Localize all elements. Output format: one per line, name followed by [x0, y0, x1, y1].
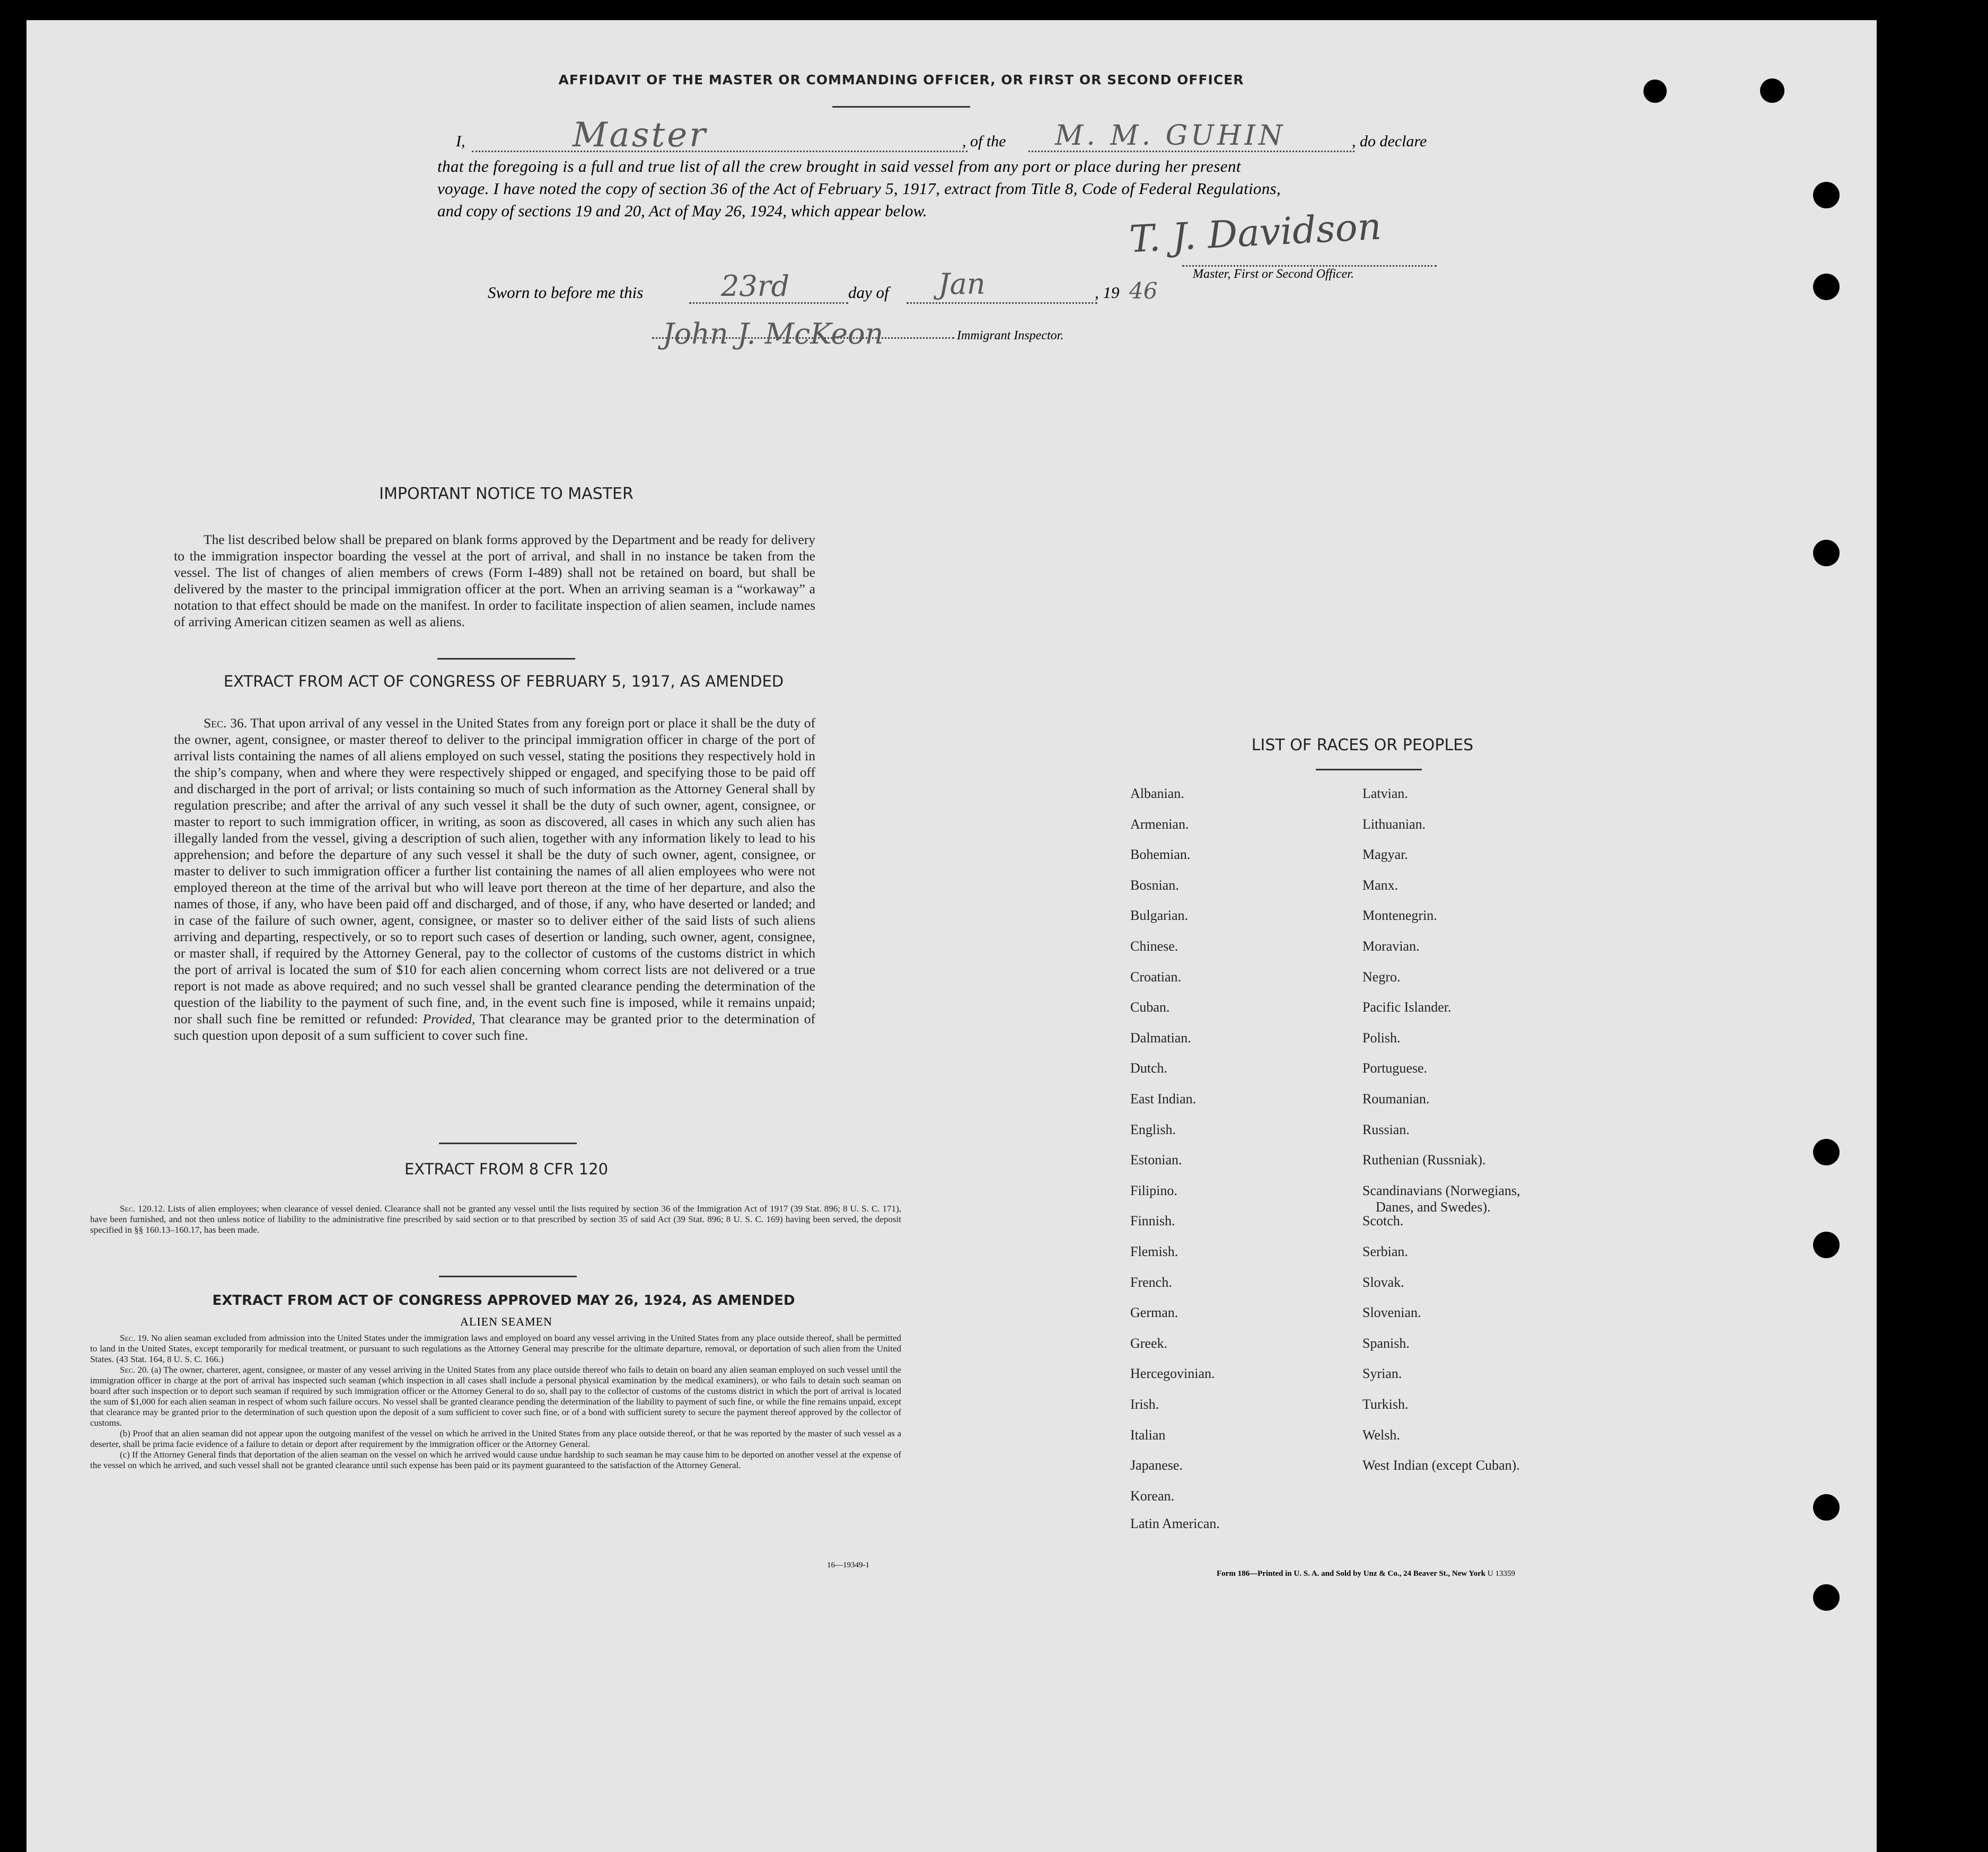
race-item: Italian: [1130, 1427, 1166, 1443]
race-item: German.: [1130, 1305, 1178, 1321]
race-item: Ruthenian (Russniak).: [1362, 1152, 1486, 1168]
sec-120-12-text: Lists of alien employees; when clearance of vessel denied. Clearance shall not be granted any vessel until the lists required by section 36 of the Immigration Act of 1917 (39 Stat. 896; 8 U. S. C. 171), have been furnished, and not then unless notice of liability to the administrative fine prescribed by said section or to that prescribed by section 35 of said Act (39 Stat. 896; 8 U. S. C. 169) having been served, the deposit specified in §§ 160.13–160.17, has been made.: [90, 1204, 901, 1235]
vessel-handwritten: M. M. GUHIN: [1055, 120, 1286, 152]
race-item: Latin American.: [1130, 1515, 1220, 1531]
inspector-caption: Immigrant Inspector.: [957, 329, 1064, 343]
sec-36-label: Sec. 36.: [204, 715, 248, 731]
race-item: Pacific Islander.: [1362, 999, 1452, 1015]
race-item: East Indian.: [1130, 1091, 1197, 1107]
affidavit-statement-line-1: that the foregoing is a full and true list of all the crew brought in said vessel from any port or place during her present: [437, 157, 1241, 175]
document-page: [27, 20, 1877, 1852]
sec-20-label: Sec. 20.: [120, 1365, 149, 1375]
sec-19-text: No alien seaman excluded from admission into the United States under the immigration laws and employed on board any vessel arriving in the United States from any place outside thereof, shall be permitted to land in the United States, except temporarily for medical treatment, or pursuant to such regulations as the Attorney General may prescribe for the ultimate departure, removal, or deportation of such alien from the United States. (43 Stat. 164, 8 U. S. C. 166.): [90, 1333, 902, 1364]
race-item: Welsh.: [1362, 1427, 1400, 1443]
punch-hole: [1813, 274, 1840, 300]
race-item: Finnish.: [1130, 1213, 1175, 1229]
race-item: West Indian (except Cuban).: [1362, 1458, 1520, 1473]
race-item: English.: [1130, 1121, 1176, 1137]
sworn-label: Sworn to before me this: [488, 283, 644, 302]
race-item: Chinese.: [1130, 938, 1178, 954]
race-item: Slovenian.: [1362, 1305, 1421, 1321]
sec-20-a-text: (a) The owner, charterer, agent, consignee, or master of any vessel arriving in the United States from any place outside thereof who fails to detain on board any alien seaman employed on such vessel until the immigration officer in charge at the port of arrival has inspected such seaman (which inspection in all cases shall include a personal physical examination by the medical examiners), or who fails to detain such seaman on board after such inspection or to deport such seaman if required by such immigration officer or the Attorney General to do so, shall pay to the collector of customs of the customs district in which the port of arrival is located the sum of $1,000 for each alien seaman in respect of whom such failure occurs. No vessel shall be granted clearance pending the determination of the liability to payment of such fine, or while the fine remains unpaid, except that clearance may be granted prior to the determination of such question upon the deposit of a sum sufficient to cover such fine, or of a bond with sufficient surety to secure the payment thereof approved by the collector of customs.: [90, 1365, 901, 1428]
race-item: Greek.: [1130, 1335, 1168, 1351]
punch-hole: [1813, 182, 1840, 208]
race-item: Scandinavians (Norwegians,: [1362, 1182, 1520, 1198]
punch-hole: [1643, 80, 1667, 103]
race-item: Magyar.: [1362, 847, 1408, 863]
race-item: Croatian.: [1130, 969, 1182, 985]
notice-text: [174, 531, 815, 630]
race-item: Filipino.: [1130, 1182, 1177, 1198]
race-item: Polish.: [1362, 1030, 1401, 1046]
sec-20-c-text: (c) If the Attorney General finds that deportation of the alien seaman on the vessel on which he arrived would cause undue hardship to such seaman he may cause him to be deported on another vessel at the expense of the vessel on which he arrived, and such vessel shall not be granted clearance until such expense has been paid or its payment guaranteed to the satisfaction of the Attorney General.: [90, 1450, 901, 1470]
signature-caption: Master, First or Second Officer.: [1193, 267, 1354, 281]
punch-hole: [1813, 1584, 1840, 1611]
officer-handwritten: Master: [573, 116, 708, 155]
race-item: Dutch.: [1130, 1060, 1168, 1076]
day-handwritten: 23rd: [721, 269, 790, 303]
races-title-underline: [1316, 769, 1422, 770]
race-item: Portuguese.: [1362, 1060, 1428, 1076]
race-item: Latvian.: [1362, 786, 1408, 801]
cfr-text: [90, 1204, 901, 1235]
alien-seamen-subtitle: ALIEN SEAMEN: [460, 1315, 552, 1328]
race-item: Syrian.: [1362, 1366, 1402, 1382]
race-item: Bulgarian.: [1130, 908, 1189, 924]
punch-hole: [1760, 78, 1784, 103]
race-item: Flemish.: [1130, 1244, 1178, 1259]
race-item: Korean.: [1130, 1488, 1175, 1504]
punch-hole: [1813, 540, 1840, 566]
race-item: Danes, and Swedes).: [1376, 1199, 1491, 1215]
extract-1917-text: [174, 715, 815, 1043]
cfr-title: EXTRACT FROM 8 CFR 120: [404, 1160, 609, 1178]
section-divider: [439, 1143, 577, 1144]
extract-1924-title: EXTRACT FROM ACT OF CONGRESS APPROVED MAY 26, 1924, AS AMENDED: [212, 1293, 795, 1309]
race-item: Dalmatian.: [1130, 1030, 1191, 1046]
month-handwritten: Jan: [938, 267, 986, 301]
printer-text: Form 186—Printed in U. S. A. and Sold by Unz & Co., 24 Beaver St., New York: [1217, 1569, 1486, 1578]
race-item: Manx.: [1362, 877, 1398, 893]
race-item: Roumanian.: [1362, 1091, 1430, 1107]
section-divider: [437, 658, 575, 660]
races-title: LIST OF RACES OR PEOPLES: [1251, 736, 1474, 754]
race-item: Cuban.: [1130, 999, 1170, 1015]
punch-hole: [1813, 1139, 1840, 1165]
race-item: Slovak.: [1362, 1274, 1404, 1290]
race-item: French.: [1130, 1274, 1172, 1290]
year-handwritten: 46: [1129, 278, 1158, 304]
sec-36-text: That upon arrival of any vessel in the United States from any foreign port or place it shall be the duty of the owner, agent, consignee, or master thereof to deliver to the principal immigration officer in charge of the port of arrival lists containing the names of all aliens employed on such vessel, stating the positions they respectively hold in the ship’s company, when and where they were respectively shipped or engaged, and specifying those to be paid off and discharged in the port of arrival; or lists containing so much of such information as the Attorney General shall by regulation prescribe; and after the arrival of any such vessel it shall be the duty of such owner, agent, consignee, or master to report to such immigration officer, in writing, as soon as discovered, all cases in which any such alien has illegally landed from the vessel, giving a description of such alien, together with any information likely to lead to his apprehension; and before the departure of any such vessel it shall be the duty of such owner, agent, consignee, or master to deliver to such immigration officer a further list containing the names of all alien employees who were not employed thereon at the time of the arrival but who will leave port thereon at the time of her departure, and also the names of those, if any, who have been paid off and discharged, and of those, if any, who have deserted or landed; and in case of the failure of such owner, agent, consignee, or master so to deliver either of the said lists of such aliens arriving and departing, respectively, or so to report such cases of desertion or landing, such owner, agent, consignee, or master shall, if required by the Attorney General, pay to the collector of customs of the customs district in which the port of arrival is located the sum of $10 for each alien concerning whom correct lists are not delivered or a true report is not made as above required; and no such vessel shall be granted clearance pending the determination of the question of the liability to the payment of such fine, and, in the event such fine is imposed, while it remains unpaid; nor shall such fine be remitted or refunded:: [174, 715, 815, 1026]
race-item: Scotch.: [1362, 1213, 1404, 1229]
notice-paragraph: The list described below shall be prepared on blank forms approved by the Department and be ready for delivery to the immigration inspector boarding the vessel at the port of arrival, and shall in no instance be taken from the vessel. The list of changes of alien members of crews (Form I-489) shall not be retained on board, but shall be delivered by the master to the principal immigration officer at the port. When an arriving seaman is a “workaway” a notation to that effect should be made on the manifest. In order to facilitate inspection of alien seamen, include names of arriving American citizen seamen as well as aliens.: [174, 532, 815, 629]
officer-field-line: [472, 151, 967, 152]
race-item: Moravian.: [1362, 938, 1420, 954]
punch-hole: [1813, 1232, 1840, 1258]
printer-code: U 13359: [1487, 1569, 1515, 1578]
title-underline: [832, 106, 970, 108]
race-item: Bohemian.: [1130, 847, 1191, 863]
race-item: Montenegrin.: [1362, 908, 1437, 924]
race-item: Irish.: [1130, 1397, 1159, 1412]
race-item: Estonian.: [1130, 1152, 1182, 1168]
proviso-word: Provided,: [423, 1011, 476, 1026]
affidavit-title: AFFIDAVIT OF THE MASTER OR COMMANDING OFFICER, OR FIRST OR SECOND OFFICER: [558, 72, 1244, 87]
extract-1924-text: [90, 1333, 901, 1471]
race-item: Japanese.: [1130, 1458, 1183, 1473]
sec-20-b-text: (b) Proof that an alien seaman did not appear upon the outgoing manifest of the vessel on which he arrived in the United States from any place outside thereof, or that he was reported by the master of such vessel as a deserter, shall be prima facie evidence of a failure to detain or deport after requirement by the immigration officer or the Attorney General.: [90, 1428, 901, 1449]
race-item: Negro.: [1362, 969, 1401, 985]
declare-label: , do declare: [1352, 133, 1427, 150]
of-the-label: , of the: [962, 133, 1006, 150]
sec-120-12-label: Sec. 120.12.: [120, 1204, 165, 1214]
proviso-text: That clearance may be granted prior to the determination of such question upon deposit of a sum sufficient to cover such fine.: [174, 1011, 815, 1043]
month-field-line: [907, 302, 1097, 304]
notice-title: IMPORTANT NOTICE TO MASTER: [379, 485, 634, 503]
race-item: Russian.: [1362, 1121, 1410, 1137]
section-divider: [439, 1276, 577, 1277]
extract-1917-title: EXTRACT FROM ACT OF CONGRESS OF FEBRUARY 5, 1917, AS AMENDED: [223, 672, 784, 690]
day-of-label: day of: [848, 283, 889, 302]
race-item: Serbian.: [1362, 1244, 1408, 1259]
affidavit-statement-line-3: and copy of sections 19 and 20, Act of May 26, 1924, which appear below.: [437, 201, 927, 220]
race-item: Hercegovinian.: [1130, 1366, 1215, 1382]
race-item: Bosnian.: [1130, 877, 1179, 893]
race-item: Armenian.: [1130, 816, 1189, 832]
signature-line: [1182, 265, 1437, 267]
punch-hole: [1813, 1494, 1840, 1521]
race-item: Albanian.: [1130, 786, 1184, 801]
race-item: Turkish.: [1362, 1397, 1409, 1412]
printer-footer: [1217, 1569, 1515, 1578]
race-item: Spanish.: [1362, 1335, 1410, 1351]
master-signature: T. J. Davidson: [1128, 204, 1383, 261]
i-label: I,: [456, 133, 465, 150]
sec-19-label: Sec. 19.: [120, 1333, 149, 1343]
form-number: 16—19349-1: [827, 1561, 869, 1569]
inspector-signature: John J. McKeon: [663, 317, 884, 350]
affidavit-statement-line-2: voyage. I have noted the copy of section 36 of the Act of February 5, 1917, extract from Title 8, Code of Federal Regulations,: [437, 179, 1281, 198]
year-prefix: , 19: [1095, 283, 1120, 302]
race-item: Lithuanian.: [1362, 816, 1426, 832]
